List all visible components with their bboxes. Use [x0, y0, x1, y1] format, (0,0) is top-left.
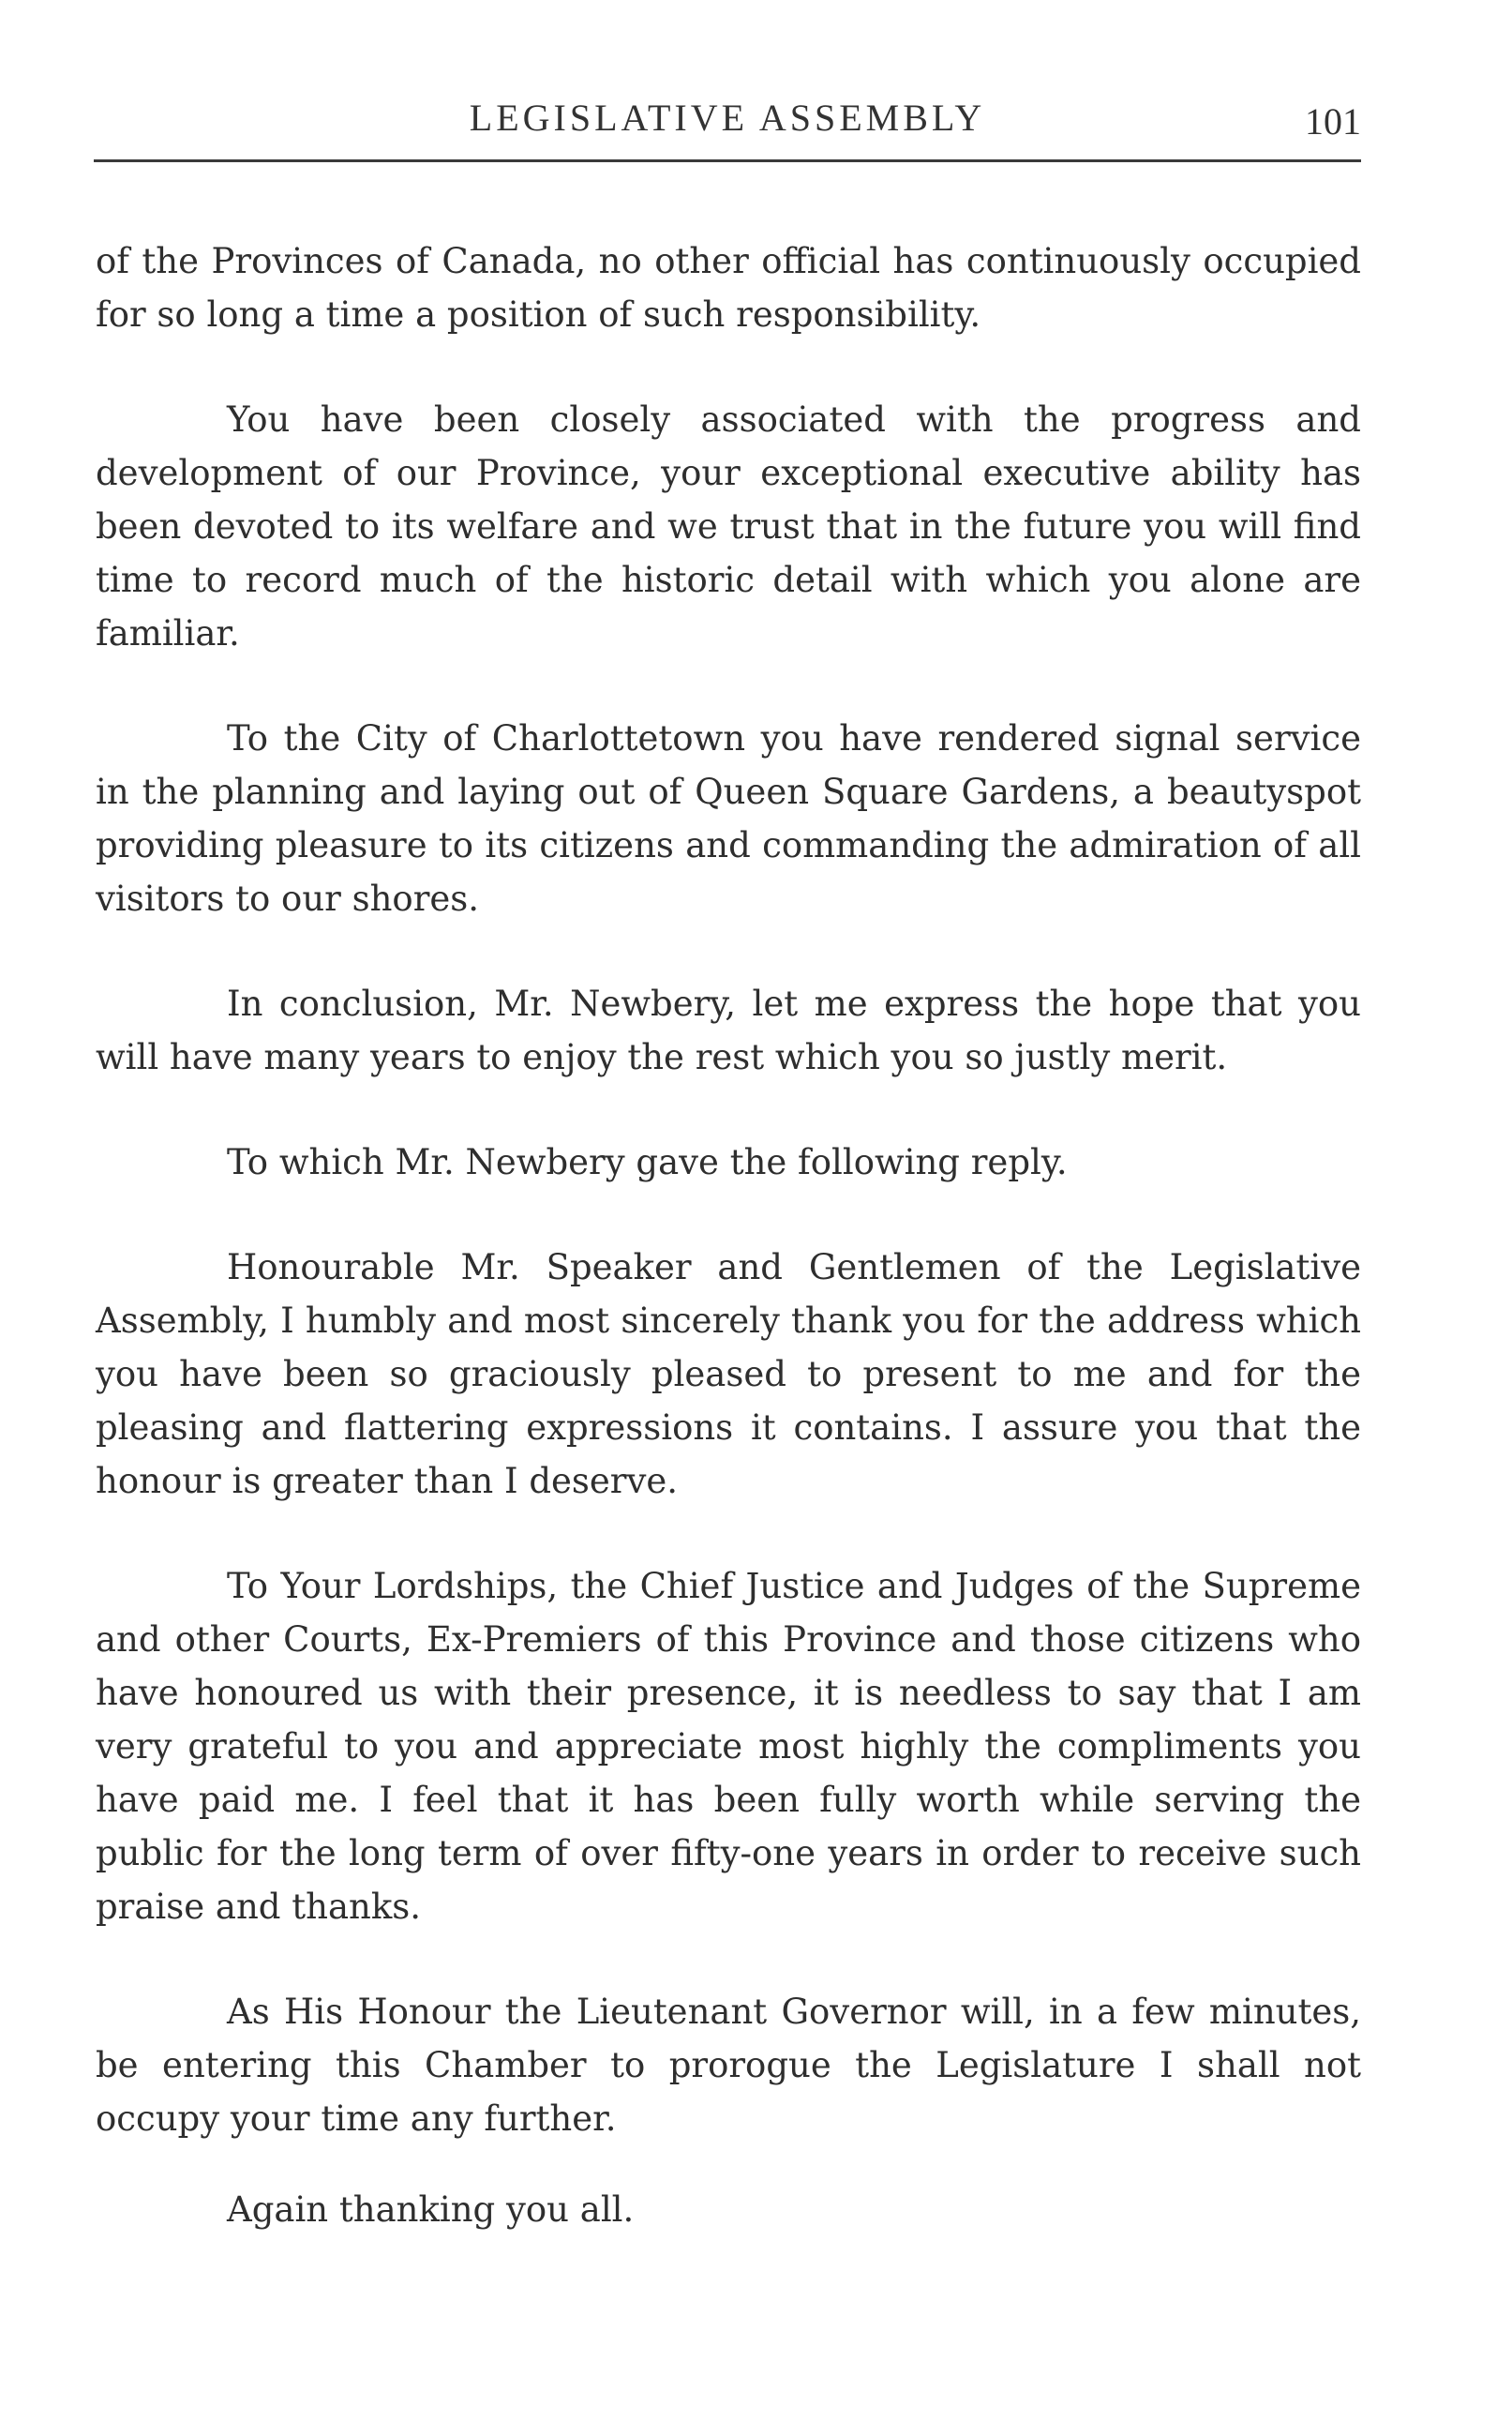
header-rule	[94, 159, 1361, 162]
paragraph: To Your Lordships, the Chief Justice and Judges of the Supreme and other Courts, Ex-Premiers of this Province and those citizens who have honoured us with their presence, it is needless to say that I am very grateful to you and appreciate most highly the compliments you have paid me. I feel that it has been fully worth while serving the public for the long term of over fifty-one years in order to receive such praise and thanks.	[96, 1566, 1361, 1927]
paragraph-closing: Again thanking you all.	[227, 2189, 635, 2230]
paragraph-reply-intro: To which Mr. Newbery gave the following reply.	[227, 1142, 1068, 1182]
paragraph-continuation: of the Provinces of Canada, no other official has continuously occupied for so long a time a position of such responsibility.	[96, 241, 1361, 335]
body-text	[96, 234, 1361, 2288]
paragraph: In conclusion, Mr. Newbery, let me express the hope that you will have many years to enjoy the rest which you so justly merit.	[96, 984, 1361, 1077]
running-head	[94, 90, 1361, 150]
paragraph: To the City of Charlottetown you have rendered signal service in the planning and laying out of Queen Square Gardens, a beautyspot providing pleasure to its citizens and commanding the admiration of all visitors to our shores.	[96, 718, 1361, 919]
paragraph: You have been closely associated with the progress and development of our Province, your exceptional executive ability has been devoted to its welfare and we trust that in the future you will find time to record much of the historic detail with which you alone are familiar.	[96, 399, 1361, 654]
page-number: 101	[1305, 100, 1361, 143]
running-title: LEGISLATIVE ASSEMBLY	[469, 97, 986, 139]
paragraph: Honourable Mr. Speaker and Gentlemen of the Legislative Assembly, I humbly and most sincerely thank you for the address which you have been so graciously pleased to present to me and for the pleasing and flattering expressions it contains. I assure you that the honour is greater than I deserve.	[96, 1247, 1361, 1501]
paragraph: As His Honour the Lieutenant Governor will, in a few minutes, be entering this Chamber to prorogue the Legislature I shall not occupy your time any further.	[96, 1992, 1361, 2139]
